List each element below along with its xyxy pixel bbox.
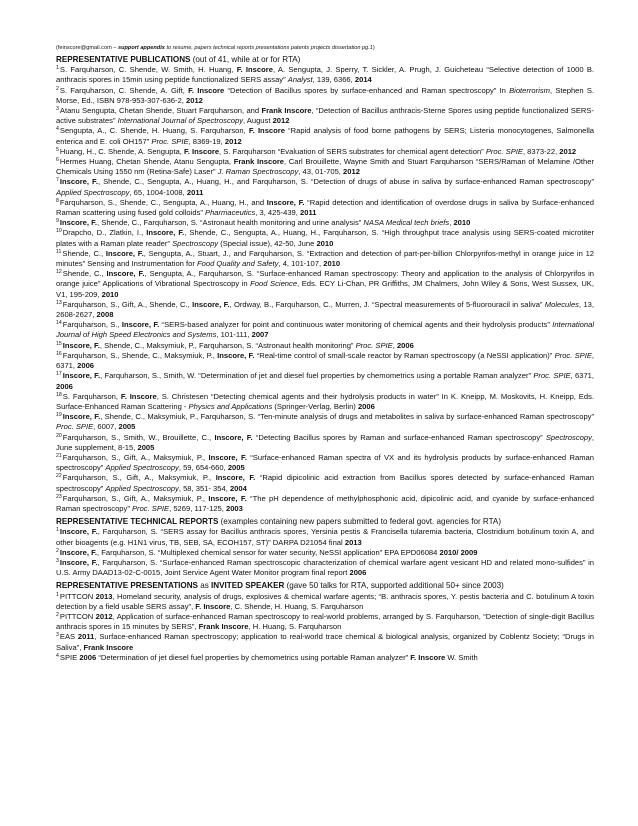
- entry-number: 2: [56, 547, 59, 554]
- entry-number: 10: [56, 228, 62, 235]
- citation-entry: $^{16}$Farquharson, S., Shende, C., Maksymiuk, P., Inscore, F. “Real-time control of small-scale reactor by Raman spectroscopy (a NeSSI application)” Proc. SPIE, 6371, 2006: [56, 350, 595, 371]
- section-heading: REPRESENTATIVE PRESENTATIONS as INVITED SPEAKER (gave 50 talks for RTA, supported additional 50+ since 2003): [56, 581, 504, 591]
- citation-entry: $^{17}$Inscore, F., Farquharson, S., Smith, W. “Determination of jet and diesel fuel properties by chemometrics using a portable Raman analyzer” Proc. SPIE, 6371, 2006: [56, 371, 595, 391]
- citation-entry: $^3$Atanu Sengupta, Chetan Shende, Stuart Farquharson, and Frank Inscore, “Detection of Bacillus anthracis-Sterne Spores using peptide functionalized SERS-active substrates” International Journal of Spectroscopy, August 2012: [56, 106, 594, 126]
- entry-number: 6: [56, 157, 59, 164]
- citation-entry: $^4$Sengupta, A., C. Shende, H. Huang, S. Farquharson, F. Inscore “Rapid analysis of food borne pathogens by SERS; Listeria monocytogenes, Salmonella enterica and E. coli OH157” Proc. SPIE, 8369-19, 2012: [56, 126, 594, 146]
- entry-number: 17: [56, 371, 62, 378]
- section-heading: REPRESENTATIVE TECHNICAL REPORTS (examples containing new papers submitted to federal govt. agencies for RTA): [56, 517, 502, 527]
- entry-number: 7: [56, 177, 59, 184]
- citation-entry: $^{20}$Farquharson, S., Smith, W., Brouillette, C., Inscore, F. “Detecting Bacillus spores by Raman and surface-enhanced Raman spectroscopy” Spectroscopy, June supplement, 8-15, 2005: [56, 432, 594, 452]
- entry-number: 2: [56, 611, 59, 618]
- entry-number: 18: [56, 391, 62, 398]
- citation-entry: $^8$Farquharson, S., Shende, C., Sengupta, A., Huang, H., and Inscore, F. “Rapid detection and identification of overdose drugs in saliva by Surface-enhanced Raman scattering using fused gold colloids” Pharmaceutics, 3, 425-439, 2011: [56, 197, 594, 218]
- citation-entry: $^{15}$Inscore, F., Shende, C., Maksymiuk, P., Farquharson, S. “Astronaut health monitoring” Proc. SPIE, 2006: [56, 340, 414, 350]
- citation-entry: $^6$Hermes Huang, Chetan Shende, Atanu Sengupta, Frank Inscore, Carl Brouillette, Wayne Smith and Stuart Farquharson “SERS/Raman of Melamine /Other Chemicals Using 1550 nm (Retina-Safe) Laser” J. Raman Spectroscopy, 43, 01-705, 2012: [56, 157, 594, 177]
- entry-number: 1: [56, 65, 59, 72]
- page-header: (feinscore@gmail.com – support appendix to resume, papers technical reports presentations patents projects dissertation pg.1): [56, 45, 375, 51]
- citation-entry: $^2$Inscore, F., Farquharson, S. “Multiplexed chemical sensor for water security, NeSSI application” EPA EPD06084 2010/ 2009: [56, 547, 478, 557]
- entry-number: 3: [56, 106, 59, 113]
- entry-number: 21: [56, 452, 62, 459]
- entry-number: 12: [56, 269, 62, 276]
- citation-entry: $^{18}$S. Farquharson, F. Inscore, S. Christesen “Detecting chemical agents and their hydrolysis products in water” In K. Kneipp, M. Moskovits, H. Kneipp, Eds. Surface-Enhanced Raman Scattering - Physics and Applications (Springer-Verlag, Berlin) 2006: [56, 391, 595, 411]
- document-body: [56, 55, 594, 663]
- entry-number: 8: [56, 197, 59, 204]
- citation-entry: $^3$Inscore, F., Farquharson, S. “Surface-enhanced Raman spectroscopic characterization of chemical warfare agent vesicant HD and related mono-sulfides” in U.S. Army DAAD13-02-C-0015, Joint Service Agent Water Monitor program final report 2006: [56, 557, 595, 578]
- citation-entry: $^{22}$Farquharson, S., Gift, A., Maksymiuk, P., Inscore, F. “Rapid dipicolinic acid extraction from Bacillus spores detected by surface-enhanced Raman spectroscopy” Applied Spectroscopy, 58, 351- 354, 2004: [56, 473, 594, 493]
- entry-number: 23: [56, 493, 62, 500]
- citation-entry: $^{11}$Shende, C., Inscore, F., Sengupta, A., Stuart, J., and Farquharson, S. “Extraction and detection of part-per-billion Chlorpyrifos-methyl in orange juice in 12 minutes” Sensing and Instrumentation for Food Quality and Safety, 4, 101-107, 2010: [56, 248, 595, 269]
- citation-entry: $^{12}$Shende, C., Inscore, F., Sengupta, A., Farquharson, S. “Surface-enhanced Raman spectroscopy: Theory and application to the analysis of Chlorpyrifos in orange juice” Applications of Vibrational Spectroscopy in Food Science, Eds. ECY Li-Chan, PR Griffiths, JM Chalmers, John Wiley & Sons, West Sussex, UK, V1, 195-209, 2010: [56, 269, 595, 299]
- entry-number: 5: [56, 146, 59, 153]
- entry-number: 4: [56, 126, 59, 133]
- citation-entry: $^{19}$Inscore, F., Shende, C., Maksymiuk, P., Farquharson, S. “Ten-minute analysis of drugs and metabolites in saliva by surface-enhanced Raman spectroscopy” Proc. SPIE, 6007, 2005: [56, 412, 594, 432]
- entry-number: 2: [56, 85, 59, 92]
- entry-number: 3: [56, 632, 59, 639]
- citation-entry: $^1$S. Farquharson, C. Shende, W. Smith, H. Huang, F. Inscore, A. Sengupta, J. Sperry, T. Sickler, A. Prugh, J. Guicheteau “Selective detection of 1000 B. anthracis spores in 15min using peptide functionalized SERS assay” Analyst, 139, 6366, 2014: [56, 65, 595, 85]
- entry-number: 20: [56, 432, 62, 439]
- entry-number: 4: [56, 652, 59, 659]
- entry-number: 1: [56, 591, 59, 598]
- entry-number: 14: [56, 320, 62, 327]
- citation-entry: $^3$EAS 2011, Surface-enhanced Raman spectroscopy; application to real-world trace chemical & biological analysis, organized by Coblentz Society; “Drugs in Saliva”, Frank Inscore: [56, 632, 595, 652]
- citation-entry: $^2$S. Farquharson, C. Shende, A. Gift, F. Inscore “Detection of Bacillus spores by surface-enhanced and Raman spectroscopy” In Bioterrorism, Stephen S. Morse, Ed., ISBN 978-953-307-636-2, 2012: [56, 85, 595, 105]
- entry-number: 1: [56, 527, 59, 534]
- citation-entry: $^1$PITTCON 2013, Homeland security, analysis of drugs, explosives & chemical warfare agents; “B. anthracis spores, Y. pestis bacteria and C. botulinum A toxin detection by a field usable SERS assay”, F. Inscore, C. Shende, H. Huang, S. Farquharson: [56, 591, 595, 611]
- entry-number: 9: [56, 218, 59, 225]
- entry-number: 13: [56, 299, 62, 306]
- citation-entry: $^7$Inscore, F., Shende, C., Sengupta, A., Huang, H., and Farquharson, S. “Detection of drugs of abuse in saliva by surface-enhanced Raman spectroscopy” Applied Spectroscopy, 65, 1004-1008, 2011: [56, 177, 595, 197]
- citation-entry: $^{21}$Farquharson, S., Gift, A., Maksymiuk, P., Inscore, F. “Surface-enhanced Raman spectra of VX and its hydrolysis products by surface-enhanced Raman spectroscopy” Applied Spectroscopy, 59, 654-660, 2005: [56, 452, 594, 473]
- citation-entry: $^5$Huang, H., C. Shende, A. Sengupta, F. Inscore, S. Farquharson “Evaluation of SERS substrates for chemical agent detection” Proc. SPIE, 8373-22, 2012: [56, 146, 577, 156]
- citation-entry: $^4$SPIE 2006 “Determination of jet diesel fuel properties by chemometrics using portable Raman analyzer” F. Inscore W. Smith: [56, 652, 478, 662]
- citation-entry: $^{10}$Drapcho, D., Zlatkin, I., Inscore, F., Shende, C., Sengupta, A., Huang, H., Farquharson, S. “High throughput trace analysis using SERS-coated microtiter plates with a Raman plate reader” Spectroscopy (Special issue), 42-50, June 2010: [56, 228, 594, 248]
- entry-number: 22: [56, 473, 62, 480]
- citation-entry: $^{23}$Farquharson, S., Gift, A., Maksymiuk, P., Inscore, F. “The pH dependence of methylphosphonic acid, dipicolinic acid, and cyanide by surface-enhanced Raman spectroscopy” Proc. SPIE, 5269, 117-125, 2003: [56, 493, 594, 513]
- entry-number: 3: [56, 557, 59, 564]
- citation-entry: $^2$PITTCON 2012, Application of surface-enhanced Raman spectroscopy to real-world problems, arranged by S. Farquharson, “Detection of single-digit Bacillus anthracis spores in 15 minutes by SERS”, Frank Inscore, H. Huang, S. Farquharson: [56, 611, 595, 632]
- section-heading: REPRESENTATIVE PUBLICATIONS (out of 41, while at or for RTA): [56, 55, 301, 64]
- document-page: [56, 44, 594, 663]
- citation-entry: $^{13}$Farquharson, S., Gift, A., Shende, C., Inscore, F., Ordway, B., Farquharson, C., Murren, J. “Spectral measurements of 5-fluorouracil in saliva” Molecules, 13, 2608-2627, 2008: [56, 299, 594, 320]
- entry-number: 16: [56, 350, 62, 357]
- entry-number: 15: [56, 340, 62, 347]
- citation-entry: $^{14}$Farquharson, S., Inscore, F. “SERS-based analyzer for point and continuous water monitoring of chemical agents and their hydrolysis products” International Journal of High Speed Electronics and Systems, 101-111, 2007: [56, 320, 595, 340]
- citation-entry: $^1$Inscore, F., Farquharson, S. “SERS assay for Bacillus anthracis spores, Yersinia pestis & Francisella tularemia bacteria, Clostridium botulinum toxin A, and other bioagents (e.g. H1N1 virus, TB, SEB, SA, ECOH157, ST)” DARPA D21054 final 2013: [56, 527, 594, 547]
- citation-entry: $^9$Inscore, F., Shende, C., Farquharson, S. “Astronaut health monitoring and urine analysis” NASA Medical tech briefs, 2010: [56, 218, 471, 228]
- entry-number: 19: [56, 412, 62, 419]
- entry-number: 11: [56, 248, 62, 255]
